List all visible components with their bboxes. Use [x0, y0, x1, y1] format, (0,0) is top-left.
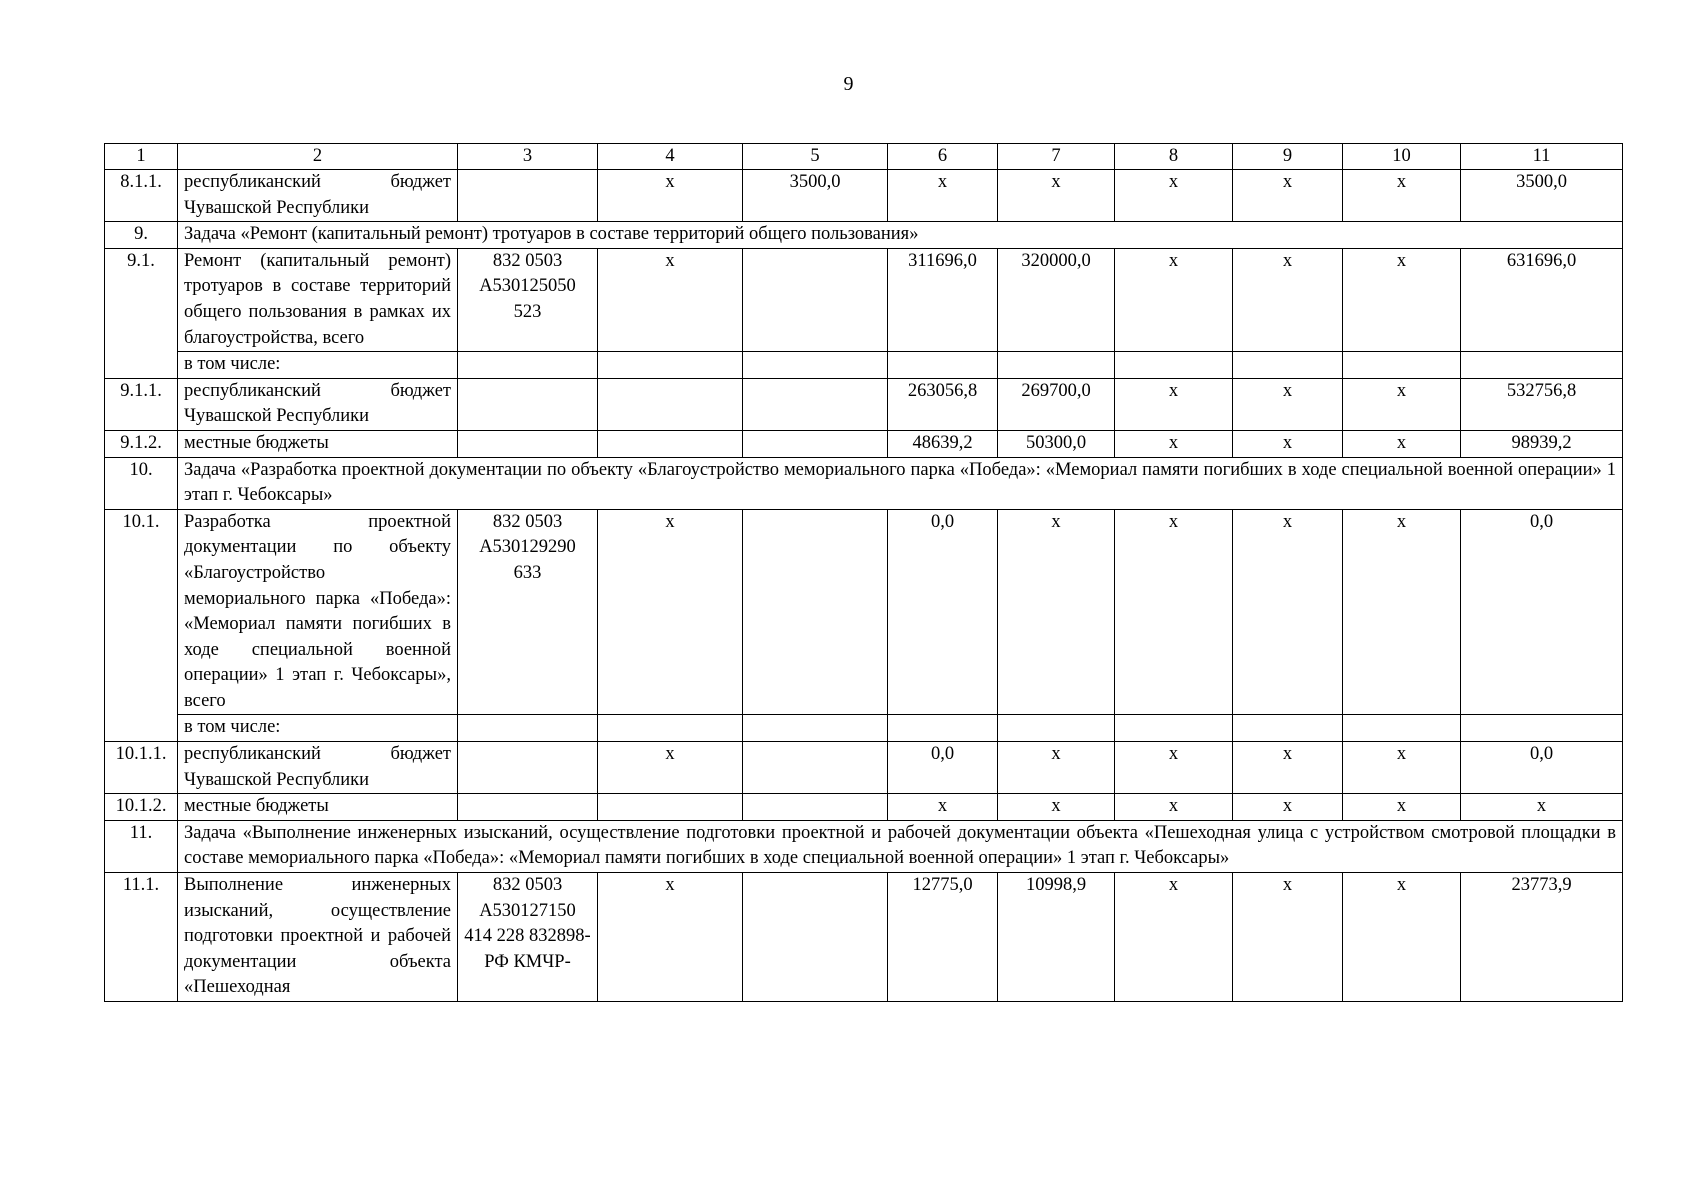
- cell-c11: 23773,9: [1461, 873, 1623, 1002]
- row-number: 11.1.: [105, 873, 178, 1002]
- including-row: [105, 715, 1623, 742]
- row-number: 10.1.2.: [105, 794, 178, 821]
- column-header: 7: [998, 144, 1115, 170]
- cell-c6: 263056,8: [888, 378, 998, 430]
- including-label: в том числе:: [178, 715, 458, 742]
- cell-c5: [743, 509, 888, 715]
- cell-c7: х: [998, 170, 1115, 222]
- row-name: местные бюджеты: [178, 794, 458, 821]
- cell-c6: 48639,2: [888, 430, 998, 457]
- cell-c11: 3500,0: [1461, 170, 1623, 222]
- cell-c10: х: [1343, 170, 1461, 222]
- cell-c3: [458, 430, 598, 457]
- cell-c11: 0,0: [1461, 742, 1623, 794]
- cell-c10: х: [1343, 248, 1461, 351]
- cell-c3: 832 0503 А530127150 414 228 832898-РФ КМЧР-: [458, 873, 598, 1002]
- cell-c3: [458, 170, 598, 222]
- cell-c5: [743, 378, 888, 430]
- cell-c9: х: [1233, 430, 1343, 457]
- cell-c7: 10998,9: [998, 873, 1115, 1002]
- cell-c9: х: [1233, 873, 1343, 1002]
- task-title: Задача «Выполнение инженерных изысканий, осуществление подготовки проектной и рабочей документации объекта «Пешеходная улица с устройством смотровой площадки в составе мемориального парка «Победа»: «Мемориал памяти погибших в ходе специальной военной операции» 1 этап г. Чебоксары»: [178, 820, 1623, 872]
- task-title: Задача «Ремонт (капитальный ремонт) тротуаров в составе территорий общего пользования»: [178, 222, 1623, 249]
- row-number: 8.1.1.: [105, 170, 178, 222]
- table-row: [105, 248, 1623, 351]
- cell-c4: [598, 430, 743, 457]
- cell-c5: [743, 794, 888, 821]
- row-number: 9.: [105, 222, 178, 249]
- cell-c7: х: [998, 794, 1115, 821]
- cell-c10: х: [1343, 430, 1461, 457]
- row-name: Разработка проектной документации по объекту «Благоустройство мемориального парка «Победа»: «Мемориал памяти погибших в ходе специальной военной операции» 1 этап г. Чебоксары», всего: [178, 509, 458, 715]
- cell-c7: х: [998, 509, 1115, 715]
- cell-c11: 631696,0: [1461, 248, 1623, 351]
- row-name: республиканский бюджет Чувашской Республики: [178, 742, 458, 794]
- including-label: в том числе:: [178, 352, 458, 379]
- task-row: [105, 820, 1623, 872]
- row-name: республиканский бюджет Чувашской Республики: [178, 170, 458, 222]
- cell-c5: [743, 873, 888, 1002]
- column-header: 10: [1343, 144, 1461, 170]
- cell-c3: [458, 378, 598, 430]
- cell-c8: х: [1115, 170, 1233, 222]
- column-header: 6: [888, 144, 998, 170]
- cell-c6: х: [888, 794, 998, 821]
- cell-c8: х: [1115, 378, 1233, 430]
- table-row: [105, 742, 1623, 794]
- row-number: 10.1.: [105, 509, 178, 741]
- cell-c9: х: [1233, 378, 1343, 430]
- row-name: республиканский бюджет Чувашской Республики: [178, 378, 458, 430]
- row-number: 9.1.1.: [105, 378, 178, 430]
- cell-c8: х: [1115, 794, 1233, 821]
- cell-c4: [598, 794, 743, 821]
- cell-c11: 98939,2: [1461, 430, 1623, 457]
- table-row: [105, 378, 1623, 430]
- cell-c3: [458, 794, 598, 821]
- task-title: Задача «Разработка проектной документации по объекту «Благоустройство мемориального парка «Победа»: «Мемориал памяти погибших в ходе специальной военной операции» 1 этап г. Чебоксары»: [178, 457, 1623, 509]
- cell-c6: х: [888, 170, 998, 222]
- cell-c9: х: [1233, 742, 1343, 794]
- cell-c5: [743, 742, 888, 794]
- row-number: 9.1.2.: [105, 430, 178, 457]
- column-number-row: [105, 144, 1623, 170]
- cell-c8: х: [1115, 509, 1233, 715]
- cell-c10: х: [1343, 378, 1461, 430]
- cell-c5: [743, 248, 888, 351]
- column-header: 11: [1461, 144, 1623, 170]
- cell-c3: 832 0503 А530129290 633: [458, 509, 598, 715]
- table-row: [105, 170, 1623, 222]
- row-number: 10.1.1.: [105, 742, 178, 794]
- cell-c9: х: [1233, 794, 1343, 821]
- row-number: 9.1.: [105, 248, 178, 378]
- cell-c6: 0,0: [888, 742, 998, 794]
- page-number: 9: [843, 73, 854, 95]
- row-number: 10.: [105, 457, 178, 509]
- cell-c4: х: [598, 170, 743, 222]
- cell-c8: х: [1115, 248, 1233, 351]
- cell-c3: [458, 742, 598, 794]
- table-row: [105, 794, 1623, 821]
- cell-c4: х: [598, 742, 743, 794]
- table-row: [105, 509, 1623, 715]
- cell-c10: х: [1343, 873, 1461, 1002]
- cell-c6: 0,0: [888, 509, 998, 715]
- budget-table: [104, 143, 1623, 1002]
- cell-c8: х: [1115, 873, 1233, 1002]
- column-header: 2: [178, 144, 458, 170]
- column-header: 8: [1115, 144, 1233, 170]
- row-name: местные бюджеты: [178, 430, 458, 457]
- cell-c11: х: [1461, 794, 1623, 821]
- table-row: [105, 873, 1623, 1002]
- including-row: [105, 352, 1623, 379]
- cell-c11: 0,0: [1461, 509, 1623, 715]
- cell-c11: 532756,8: [1461, 378, 1623, 430]
- cell-c10: х: [1343, 794, 1461, 821]
- cell-c4: х: [598, 248, 743, 351]
- column-header: 9: [1233, 144, 1343, 170]
- cell-c5: [743, 430, 888, 457]
- cell-c5: 3500,0: [743, 170, 888, 222]
- cell-c4: х: [598, 873, 743, 1002]
- cell-c10: х: [1343, 742, 1461, 794]
- cell-c9: х: [1233, 509, 1343, 715]
- row-name: Выполнение инженерных изысканий, осуществление подготовки проектной и рабочей документации объекта «Пешеходная: [178, 873, 458, 1002]
- cell-c4: [598, 378, 743, 430]
- column-header: 4: [598, 144, 743, 170]
- row-name: Ремонт (капитальный ремонт) тротуаров в составе территорий общего пользования в рамках их благоустройства, всего: [178, 248, 458, 351]
- cell-c9: х: [1233, 248, 1343, 351]
- cell-c6: 12775,0: [888, 873, 998, 1002]
- cell-c10: х: [1343, 509, 1461, 715]
- cell-c7: 269700,0: [998, 378, 1115, 430]
- cell-c7: 50300,0: [998, 430, 1115, 457]
- cell-c9: х: [1233, 170, 1343, 222]
- cell-c3: 832 0503 А530125050 523: [458, 248, 598, 351]
- cell-c8: х: [1115, 430, 1233, 457]
- column-header: 1: [105, 144, 178, 170]
- table-row: [105, 430, 1623, 457]
- task-row: [105, 222, 1623, 249]
- cell-c8: х: [1115, 742, 1233, 794]
- cell-c4: х: [598, 509, 743, 715]
- column-header: 5: [743, 144, 888, 170]
- cell-c7: 320000,0: [998, 248, 1115, 351]
- column-header: 3: [458, 144, 598, 170]
- cell-c6: 311696,0: [888, 248, 998, 351]
- row-number: 11.: [105, 820, 178, 872]
- cell-c7: х: [998, 742, 1115, 794]
- task-row: [105, 457, 1623, 509]
